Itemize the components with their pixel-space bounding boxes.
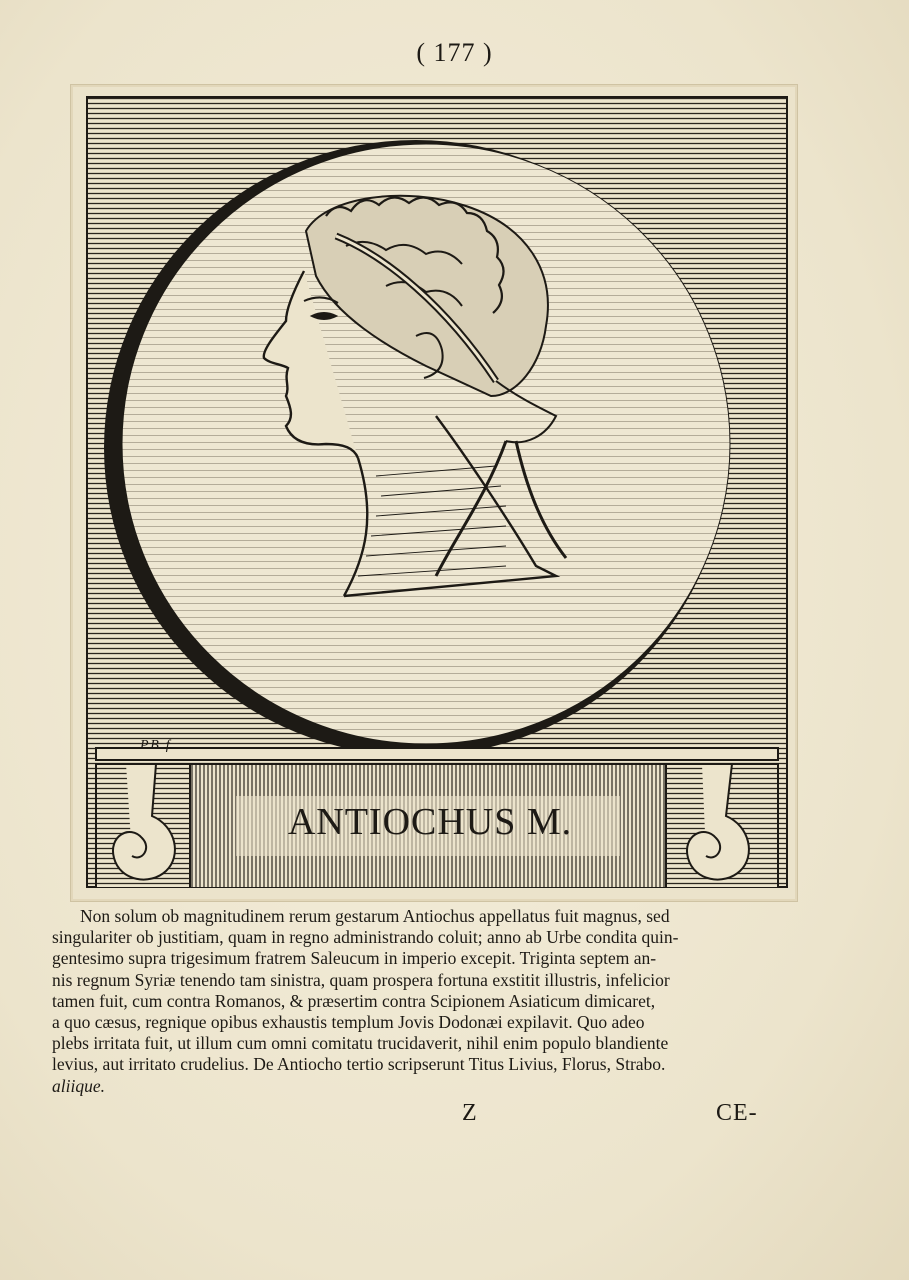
left-scroll (96, 764, 190, 888)
text-line: levius, aut irritato crudelius. De Antiocho tertio scripserunt Titus Livius, Florus, Strabo. (52, 1054, 666, 1075)
text-line: Non solum ob magnitudinem rerum gestarum Antiochus appellatus fuit magnus, sed (80, 906, 670, 926)
commentary-text (52, 906, 788, 1097)
text-line: plebs irritata fuit, ut illum cum omni comitatu trucidaverit, nihil enim populo blandiente (52, 1033, 669, 1054)
plate-title: ANTIOCHUS M. (287, 801, 573, 843)
signature-mark: Z (462, 1100, 477, 1126)
portrait-engraving (86, 96, 788, 888)
text-line: tamen fuit, cum contra Romanos, & præsertim contra Scipionem Asiaticum dimicaret, (52, 990, 656, 1011)
catchword: CE- (716, 1100, 758, 1126)
page-number: ( 177 ) (416, 38, 493, 67)
right-scroll (666, 764, 778, 888)
text-line: a quo cæsus, regnique opibus exhaustis templum Jovis Dodonæi expilavit. Quo adeo (52, 1012, 645, 1033)
text-line: nis regnum Syriæ tenendo tam sinistra, quam prospera fortuna exstitit illustris, infelicior (52, 969, 670, 990)
text-line: aliique. (52, 1075, 105, 1096)
engraver-signature: P.B. f. (140, 738, 174, 753)
text-line: singulariter ob justitiam, quam in regno administrando coluit; anno ab Urbe condita quin- (52, 927, 679, 948)
text-line: gentesimo supra trigesimum fratrem Saleucum in imperio excepit. Triginta septem an- (52, 948, 657, 969)
